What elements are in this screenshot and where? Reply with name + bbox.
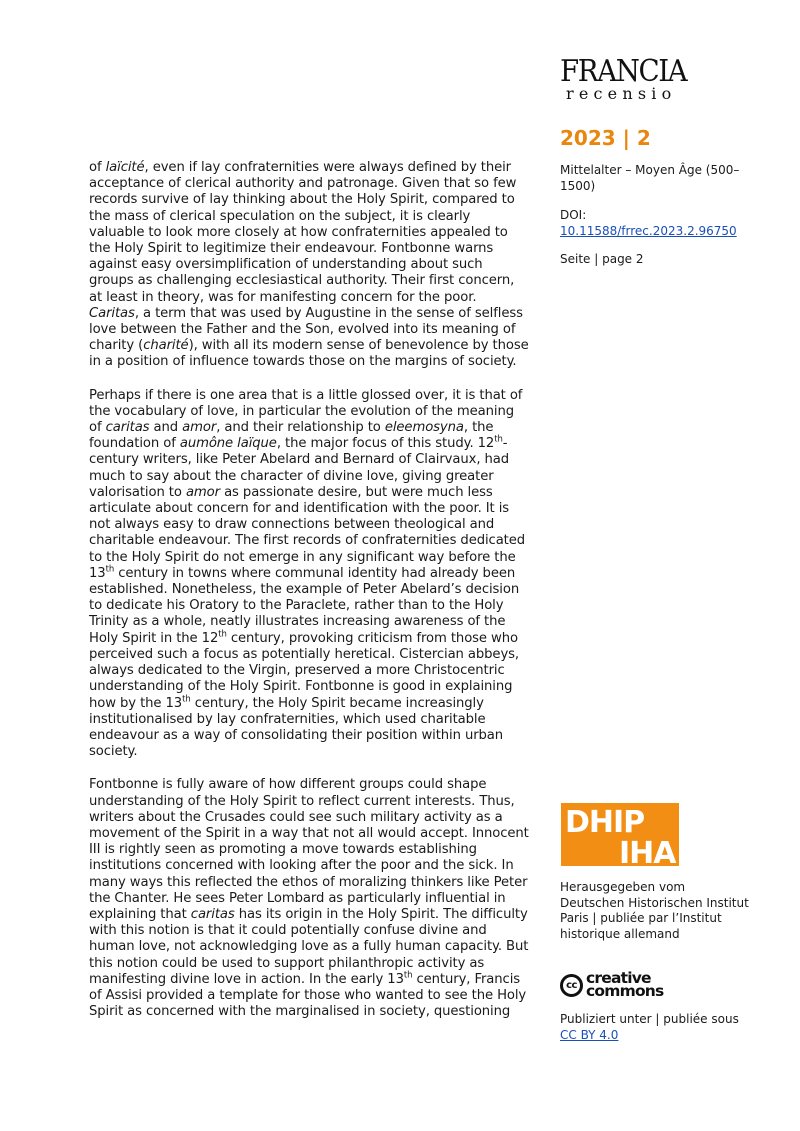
cc-text-line1: creative (586, 969, 651, 987)
period-label: Mittelalter – Moyen Âge (500–1500) (560, 163, 740, 193)
license-link[interactable]: CC BY 4.0 (560, 1027, 619, 1042)
doi-block (560, 208, 750, 239)
article-body (89, 160, 529, 1037)
dhih-logo-line2: IHA (619, 836, 676, 866)
cc-icon: cc (560, 974, 583, 997)
creative-commons-logo (560, 969, 664, 1000)
logo-subtitle: recensio (566, 84, 677, 103)
paragraph-1: of laïcité, even if lay confraternities were always defined by their acceptance of clerical authority and patronage. Given that so few records survive of lay thinking about the Holy Spirit, compared to the mass of clerical speculation on the subject, it is clearly valuable to look more closely at how confraternities appealed to the Holy Spirit to legitimize their endeavour. Fontbonne warns against easy oversimplification of understanding about such groups as challenging ecclesiastical authority. Their first concern, at least in theory, was for manifesting concern for the poor. Caritas, a term that was used by Augustine in the sense of selfless love between the Father and the Son, evolved into its meaning of charity (charité), with all its modern sense of benevolence by those in a position of influence towards those on the margins of society. (89, 160, 529, 370)
dhih-logo (561, 803, 679, 866)
paragraph-2: Perhaps if there is one area that is a little glossed over, it is that of the vocabulary of love, in particular the evolution of the meaning of caritas and amor, and their relationship to eleemosyna, the foundation of aumône laïque, the major focus of this study. 12th-century writers, like Peter Abelard and Bernard of Clairvaux, had much to say about the character of divine love, giving greater valorisation to amor as passionate desire, but were much less articulate about concern for and identification with the poor. It is not always easy to draw connections between theological and charitable endeavour. The first records of confraternities dedicated to the Holy Spirit do not emerge in any significant way before the 13th century in towns where communal identity had already been established. Nonetheless, the example of Peter Abelard’s decision to dedicate his Oratory to the Paraclete, rather than to the Holy Trinity as a whole, neatly illustrates increasing awareness of the Holy Spirit in the 12th century, provoking criticism from those who perceived such a focus as potentially heretical. Cistercian abbeys, always dedicated to the Virgin, preserved a more Christocentric understanding of the Holy Spirit. Fontbonne is good in explaining how by the 13th century, the Holy Spirit became increasingly institutionalised by lay confraternities, which used charitable endeavour as a way of consolidating their position within urban society. (89, 387, 526, 760)
cc-text-line2: commons (586, 982, 664, 1000)
license-label: Publiziert unter | publiée sous (560, 1012, 739, 1026)
francia-recensio-logo (560, 54, 720, 103)
page-number: Seite | page 2 (560, 252, 644, 266)
doi-link[interactable]: 10.11588/frrec.2023.2.96750 (560, 223, 737, 238)
dhih-logo-line1: DHIP (565, 805, 645, 840)
publisher-text: Herausgegeben vom Deutschen Historischen Institut Paris | publiée par l’Institut historique allemand (560, 880, 749, 941)
doi-label: DOI: (560, 208, 587, 222)
license-block (560, 1012, 750, 1043)
logo-title: FRANCIA (560, 54, 687, 89)
paragraph-3: Fontbonne is fully aware of how different groups could shape understanding of the Holy Spirit to reflect current interests. Thus, writers about the Crusades could see such military activity as a movement of the Spirit in a way that not all would accept. Innocent III is rightly seen as promoting a move towards establishing institutions concerned with looking after the poor and the sick. In many ways this reflected the ethos of moralizing thinkers like Peter the Chanter. He sees Peter Lombard as particularly influential in explaining that caritas has its origin in the Holy Spirit. The difficulty with this notion is that it could potentially confuse divine and human love, not acknowledging love as a fully human capacity. But this notion could be used to support philanthropic activity as manifesting divine love in action. In the early 13th century, Francis of Assisi provided a template for those who wanted to see the Holy Spirit as concerned with the marginalised in society, questioning (89, 777, 529, 1020)
issue-number: 2023 | 2 (560, 126, 651, 150)
